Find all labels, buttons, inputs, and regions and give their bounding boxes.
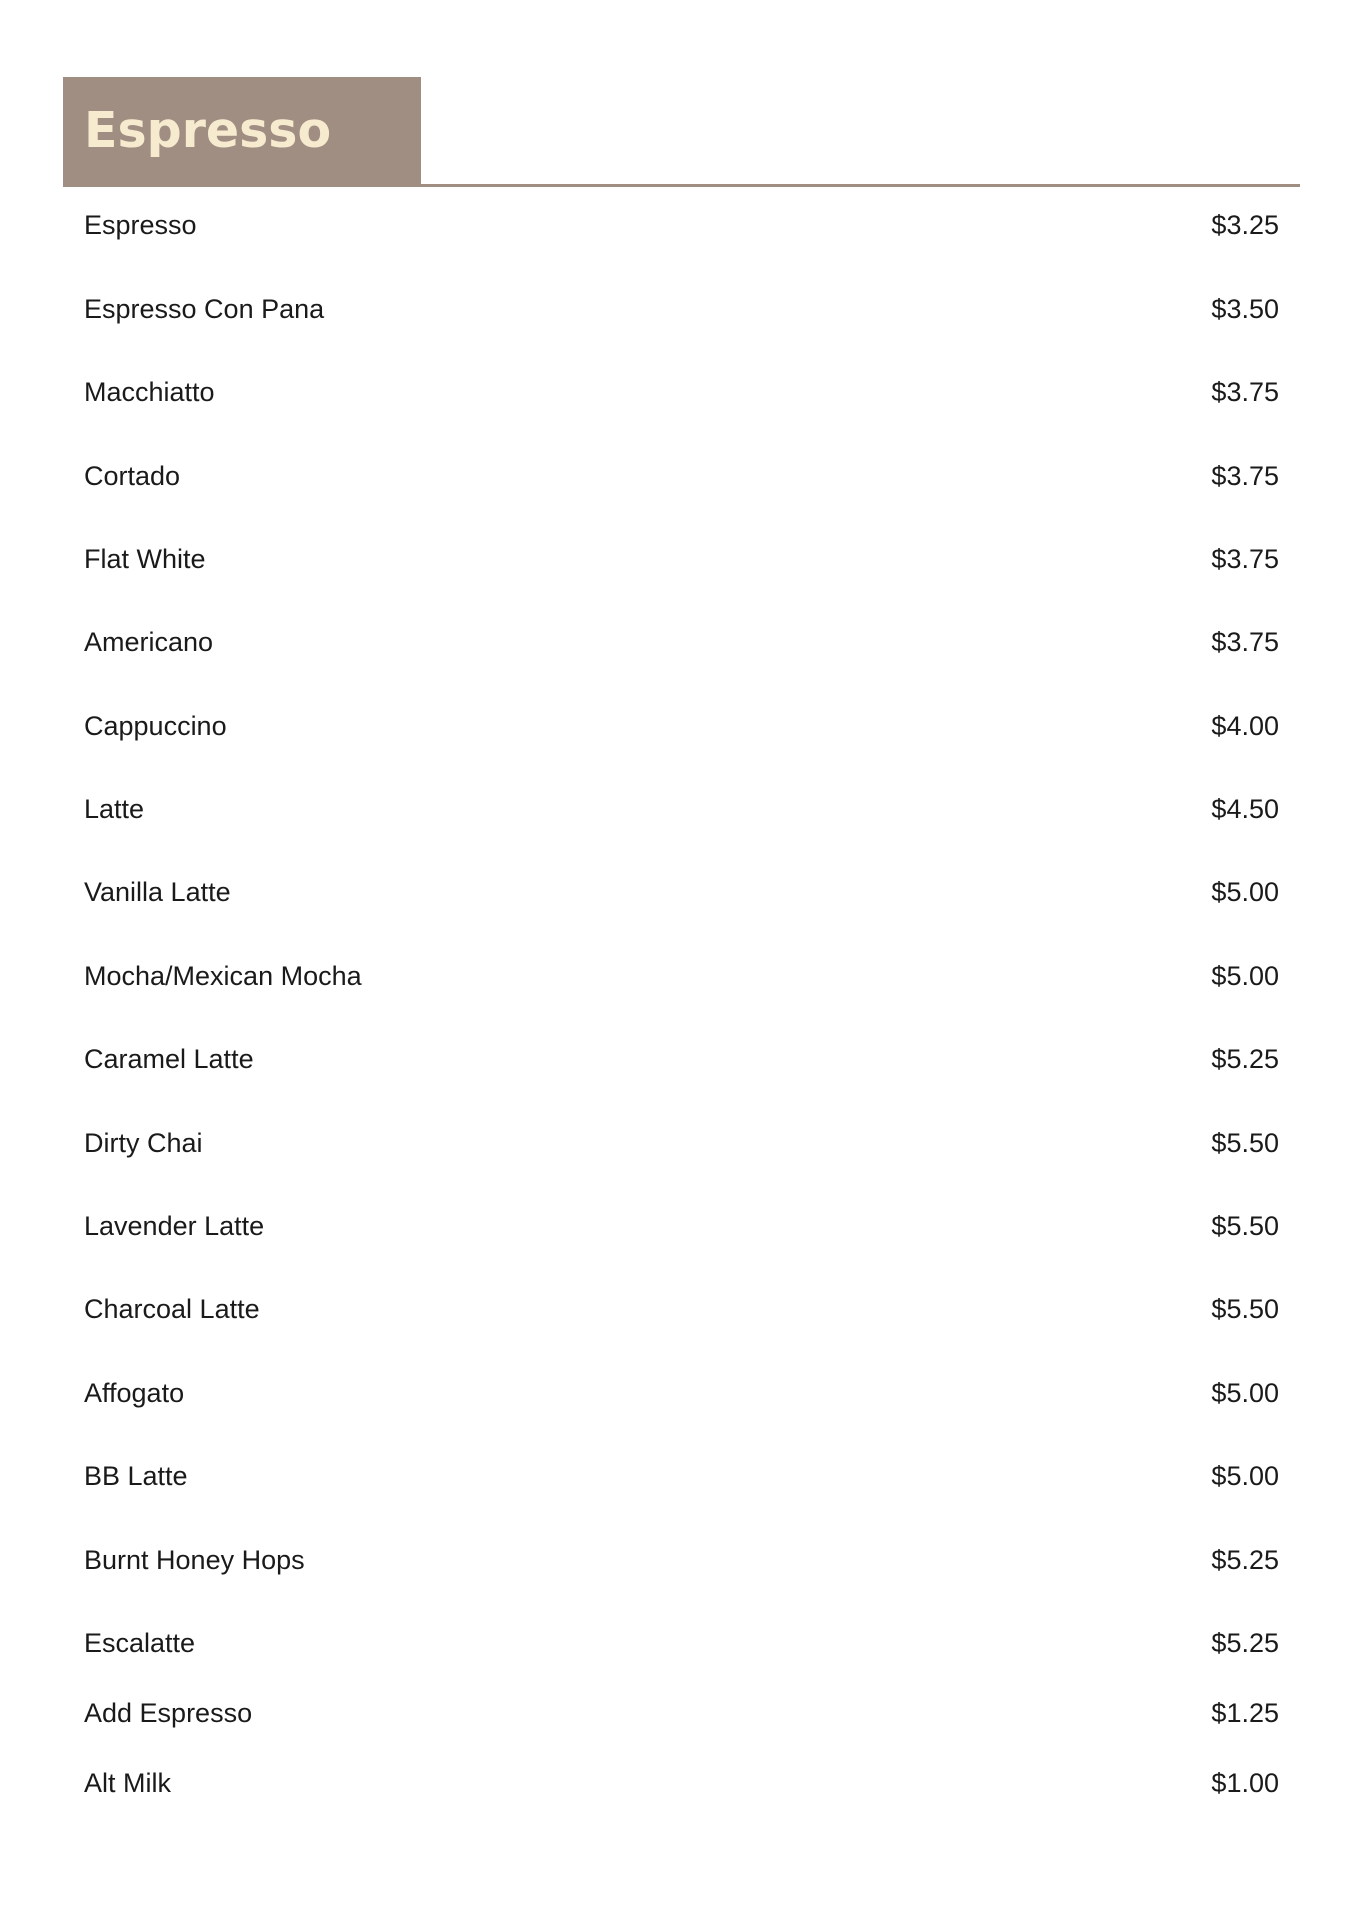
menu-item-price: $5.50 [1211, 1294, 1279, 1324]
menu-item-name: Espresso [84, 210, 197, 240]
menu-item-name: Lavender Latte [84, 1211, 265, 1241]
menu-item [84, 1039, 1279, 1079]
menu-item [84, 1623, 1279, 1663]
menu-item-name: Espresso Con Pana [84, 294, 325, 324]
section-header [63, 77, 1300, 187]
menu-item [84, 956, 1279, 996]
menu-item [84, 706, 1279, 746]
menu-item [84, 1206, 1279, 1246]
menu-item-name: BB Latte [84, 1461, 188, 1491]
menu-item-name: Escalatte [84, 1628, 196, 1658]
menu-item [84, 205, 1279, 245]
menu-item-price: $5.00 [1211, 1378, 1279, 1408]
menu-item [84, 789, 1279, 829]
menu-item-price: $4.50 [1211, 794, 1279, 824]
menu-item-price: $5.50 [1211, 1128, 1279, 1158]
menu-item-price: $5.25 [1211, 1628, 1279, 1658]
menu-item [84, 622, 1279, 662]
menu-item-name: Caramel Latte [84, 1044, 254, 1074]
menu-item-price: $3.75 [1211, 461, 1279, 491]
menu-item-price: $3.75 [1211, 377, 1279, 407]
menu-item-name: Add Espresso [84, 1698, 253, 1728]
menu-item-price: $3.75 [1211, 627, 1279, 657]
menu-item-price: $3.50 [1211, 294, 1279, 324]
menu-item-price: $5.00 [1211, 1461, 1279, 1491]
menu-item [84, 1540, 1279, 1580]
menu-item [84, 539, 1279, 579]
menu-item-price: $3.75 [1211, 544, 1279, 574]
menu-item-name: Cappuccino [84, 711, 227, 741]
menu-item-name: Americano [84, 627, 214, 657]
menu-item [84, 1289, 1279, 1329]
menu-item-price: $1.00 [1211, 1768, 1279, 1798]
menu-item [84, 1693, 1279, 1733]
menu-item-price: $5.25 [1211, 1545, 1279, 1575]
menu-item [84, 372, 1279, 412]
menu-item-name: Cortado [84, 461, 181, 491]
menu-item-name: Affogato [84, 1378, 185, 1408]
menu-item [84, 1123, 1279, 1163]
menu-item [84, 1763, 1279, 1803]
section-title: Espresso [63, 77, 421, 184]
menu-item-name: Mocha/Mexican Mocha [84, 961, 362, 991]
menu-item-name: Flat White [84, 544, 206, 574]
espresso-menu-section [63, 77, 1300, 1798]
menu-item-price: $3.25 [1211, 210, 1279, 240]
menu-item-name: Burnt Honey Hops [84, 1545, 305, 1575]
menu-item-price: $5.25 [1211, 1044, 1279, 1074]
menu-item-name: Charcoal Latte [84, 1294, 260, 1324]
menu-item [84, 456, 1279, 496]
menu-item-price: $5.50 [1211, 1211, 1279, 1241]
menu-item-name: Vanilla Latte [84, 877, 231, 907]
menu-item-name: Latte [84, 794, 145, 824]
menu-item-name: Alt Milk [84, 1768, 171, 1798]
menu-item-price: $5.00 [1211, 877, 1279, 907]
menu-item-name: Dirty Chai [84, 1128, 203, 1158]
menu-item [84, 289, 1279, 329]
menu-item-price: $4.00 [1211, 711, 1279, 741]
menu-item [84, 1373, 1279, 1413]
menu-item-price: $5.00 [1211, 961, 1279, 991]
menu-item-price: $1.25 [1211, 1698, 1279, 1728]
menu-item [84, 872, 1279, 912]
menu-item-name: Macchiatto [84, 377, 215, 407]
menu-item [84, 1456, 1279, 1496]
